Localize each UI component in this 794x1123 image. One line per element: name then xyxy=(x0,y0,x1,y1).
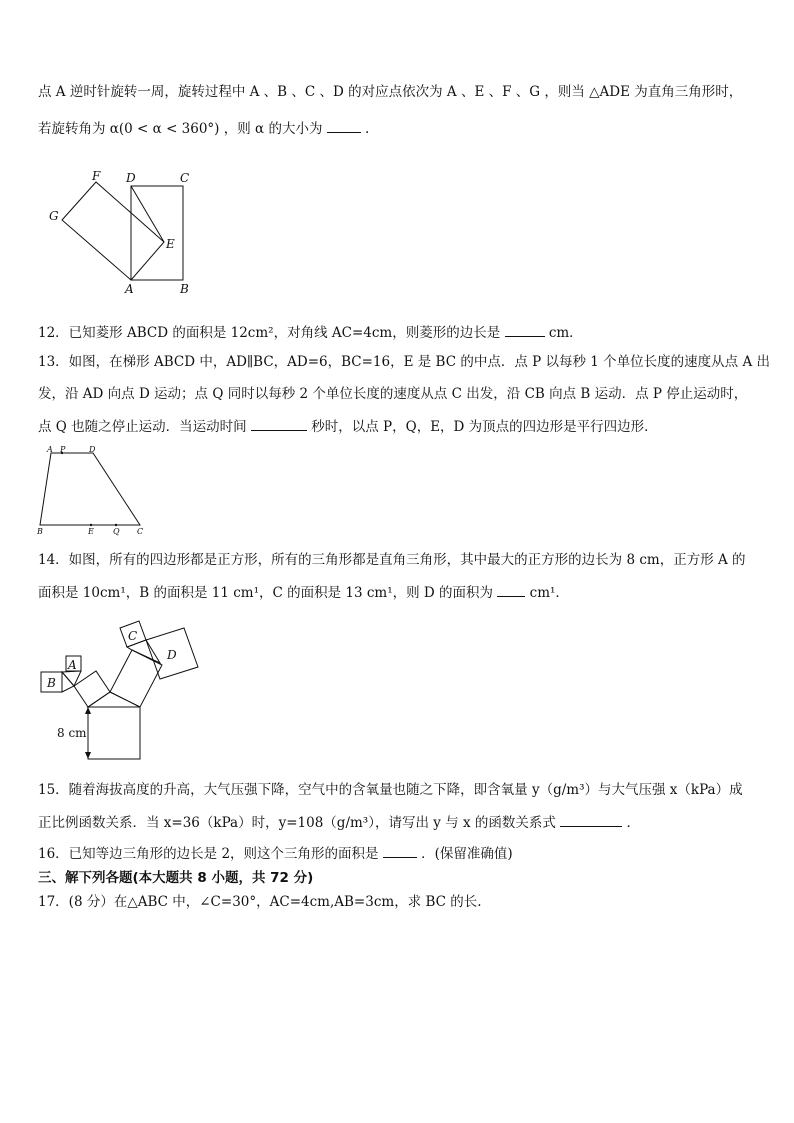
q12-line xyxy=(38,322,583,343)
q11-line2-prefix: 若旋转角为 α(0 < α < 360°) ，则 α 的大小为 xyxy=(38,121,323,137)
largest-square xyxy=(88,707,140,759)
q13-label-d: D xyxy=(89,445,96,454)
section-3-heading: 三、解下列各题(本大题共 8 小题，共 72 分) xyxy=(38,870,314,886)
q16-suffix: ．(保留准确值) xyxy=(421,846,513,862)
q16-line xyxy=(38,843,513,864)
left-medium-square xyxy=(74,671,110,707)
q11-label-d: D xyxy=(126,171,136,185)
q12-suffix: cm． xyxy=(548,325,583,341)
q14-line2 xyxy=(38,582,569,603)
q17-line: 17．(8 分）在△ABC 中，∠C=30°，AC=4cm,AB=3cm，求 BC 的长. xyxy=(38,894,482,910)
dimension-arrow-bottom xyxy=(85,752,91,759)
q11-label-g: G xyxy=(49,209,59,223)
q14-answer-blank xyxy=(497,582,525,597)
q11-line2 xyxy=(38,118,369,139)
q11-label-b: B xyxy=(180,282,189,296)
q12-prefix: 12．已知菱形 ABCD 的面积是 12cm²，对角线 AC=4cm，则菱形的边长是 xyxy=(38,325,501,341)
q13-label-b: B xyxy=(37,527,43,536)
rectangle-aefg xyxy=(62,182,164,280)
q14-line2-prefix: 面积是 10cm¹，B 的面积是 11 cm¹，C 的面积是 13 cm¹，则 D 的面积为 xyxy=(38,585,494,601)
q11-line2-suffix: . xyxy=(365,121,370,137)
q13-label-p: P xyxy=(60,445,66,454)
q16-prefix: 16．已知等边三角形的边长是 2，则这个三角形的面积是 xyxy=(38,846,379,862)
q16-answer-blank xyxy=(383,843,417,858)
q13-line3 xyxy=(38,416,658,437)
q11-answer-blank xyxy=(327,118,361,133)
q13-line1: 13．如图，在梯形 ABCD 中，AD∥BC，AD=6，BC=16，E 是 BC 的中点．点 P 以每秒 1 个单位长度的速度从点 A 出 xyxy=(38,354,771,370)
segment-de xyxy=(131,186,164,242)
q11-rectangle-rotation-figure xyxy=(40,165,210,300)
q15-line2-suffix: ． xyxy=(626,815,640,831)
q13-trapezoid-figure xyxy=(36,445,148,537)
point-q xyxy=(115,524,117,526)
q15-line1: 15．随着海拔高度的升高，大气压强下降，空气中的含氧量也随之下降，即含氧量 y（g/m³）与大气压强 x（kPa）成 xyxy=(38,782,743,798)
dimension-arrow-top xyxy=(85,707,91,714)
q14-label-c: C xyxy=(128,629,138,643)
q14-line1: 14．如图，所有的四边形都是正方形，所有的三角形都是直角三角形，其中最大的正方形的边长为 8 cm，正方形 A 的 xyxy=(38,552,746,568)
left-small-triangle-side xyxy=(62,672,74,692)
q11-label-a: A xyxy=(125,282,134,296)
q12-answer-blank xyxy=(505,322,545,337)
q13-line3-suffix: 秒时，以点 P，Q，E，D 为顶点的四边形是平行四边形． xyxy=(311,419,658,435)
q11-label-e: E xyxy=(166,237,175,251)
q14-label-side: 8 cm xyxy=(57,726,87,740)
q14-label-d: D xyxy=(167,648,177,662)
right-small-triangle xyxy=(127,640,160,663)
q13-label-e: E xyxy=(88,527,94,536)
q13-label-q: Q xyxy=(113,527,120,536)
q15-line2-prefix: 正比例函数关系．当 x=36（kPa）时，y=108（g/m³），请写出 y 与 x 的函数关系式 xyxy=(38,815,556,831)
right-medium-square xyxy=(110,650,162,707)
q14-label-a: A xyxy=(68,658,77,672)
q11-label-f: F xyxy=(92,169,101,183)
q14-label-b: B xyxy=(47,676,56,690)
q14-line2-suffix: cm¹． xyxy=(529,585,569,601)
trapezoid-abcd xyxy=(40,453,140,525)
q13-answer-blank xyxy=(251,416,307,431)
q15-answer-blank xyxy=(560,812,622,827)
q13-label-a: A xyxy=(47,445,53,454)
q15-line2 xyxy=(38,812,640,833)
q13-line3-prefix: 点 Q 也随之停止运动．当运动时间 xyxy=(38,419,247,435)
q11-line1: 点 A 逆时针旋转一周，旋转过程中 A 、B 、C 、D 的对应点依次为 A 、E 、F 、G ，则当 △ADE 为直角三角形时， xyxy=(38,84,743,100)
q13-line2: 发，沿 AD 向点 D 运动；点 Q 同时以每秒 2 个单位长度的速度从点 C 出发，沿 CB 向点 B 运动．点 P 停止运动时， xyxy=(38,386,748,402)
q14-pythagoras-squares-figure xyxy=(38,615,208,765)
point-e xyxy=(90,524,92,526)
q13-label-c: C xyxy=(137,527,144,536)
q11-label-c: C xyxy=(180,171,190,185)
